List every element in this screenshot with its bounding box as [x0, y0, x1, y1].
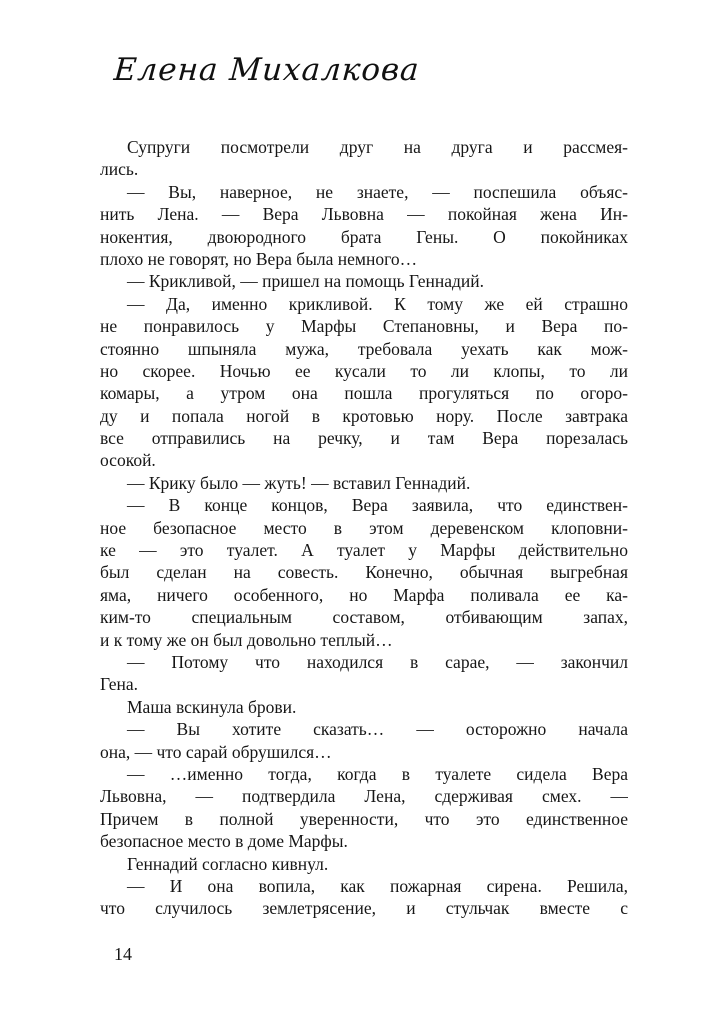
text-line: осокой.: [100, 450, 156, 471]
text-line: Маша вскинула брови.: [127, 696, 297, 717]
text-line: но скорее. Ночью ее кусали то ли клопы, то ли: [100, 360, 628, 381]
paragraph: [100, 875, 628, 920]
text-line: — Да, именно крикливой. К тому же ей страшно: [127, 293, 628, 314]
paragraph: [100, 181, 628, 271]
text-line: ду и попала ногой в кротовью нору. После завтрака: [100, 405, 628, 426]
text-block: [100, 136, 628, 920]
text-line: — И она вопила, как пожарная сирена. Решила,: [127, 875, 628, 896]
text-line: был сделан на совесть. Конечно, обычная выгребная: [100, 562, 628, 583]
text-line: плохо не говорят, но Вера была немного…: [100, 248, 418, 269]
paragraph: [100, 136, 628, 181]
paragraph: [100, 472, 628, 494]
paragraph: [100, 763, 628, 853]
page-number: 14: [114, 944, 132, 964]
paragraph: [100, 270, 628, 292]
text-line: нить Лена. — Вера Львовна — покойная жена Ин-: [100, 204, 628, 225]
text-line: Причем в полной уверенности, что это единственное: [100, 808, 628, 829]
text-line: яма, ничего особенного, но Марфа поливала ее ка-: [100, 584, 628, 605]
text-line: — В конце концов, Вера заявила, что единствен-: [127, 495, 628, 516]
paragraph: [100, 494, 628, 651]
author-header: Елена Михалкова: [112, 52, 421, 88]
text-line: — Крикливой, — пришел на помощь Геннадий.: [127, 271, 484, 292]
text-line: ное безопасное место в этом деревенском клоповни-: [100, 517, 628, 538]
text-line: безопасное место в доме Марфы.: [100, 831, 348, 852]
paragraph: [100, 696, 628, 718]
text-line: комары, а утром она пошла прогуляться по огоро-: [100, 383, 628, 404]
text-line: нокентия, двоюродного брата Гены. О покойниках: [100, 226, 628, 247]
text-line: Львовна, — подтвердила Лена, сдерживая смех. —: [100, 786, 628, 807]
text-line: — Вы хотите сказать… — осторожно начала: [127, 719, 628, 740]
text-line: Геннадий согласно кивнул.: [127, 853, 329, 874]
text-line: все отправились на речку, и там Вера порезалась: [100, 428, 628, 449]
text-line: что случилось землетрясение, и стульчак вместе с: [100, 898, 628, 919]
paragraph: [100, 718, 628, 763]
text-line: лись.: [100, 159, 139, 180]
text-line: ке — это туалет. А туалет у Марфы действительно: [100, 540, 628, 561]
text-line: и к тому же он был довольно теплый…: [100, 629, 393, 650]
text-line: не понравилось у Марфы Степановны, и Вера по-: [100, 316, 628, 337]
paragraph: [100, 651, 628, 696]
text-line: ким-то специальным составом, отбивающим запах,: [100, 607, 628, 628]
text-line: — Потому что находился в сарае, — закончил: [127, 651, 628, 672]
text-line: — …именно тогда, когда в туалете сидела Вера: [127, 763, 628, 784]
paragraph: [100, 293, 628, 472]
text-line: Гена.: [100, 674, 139, 695]
paragraph: [100, 853, 628, 875]
text-line: — Вы, наверное, не знаете, — поспешила объяс-: [127, 181, 628, 202]
text-line: Супруги посмотрели друг на друга и рассмея-: [127, 137, 628, 157]
text-line: — Крику было — жуть! — вставил Геннадий.: [127, 472, 471, 493]
text-line: она, — что сарай обрушился…: [100, 741, 332, 762]
text-line: стоянно шпыняла мужа, требовала уехать как мож-: [100, 338, 628, 359]
